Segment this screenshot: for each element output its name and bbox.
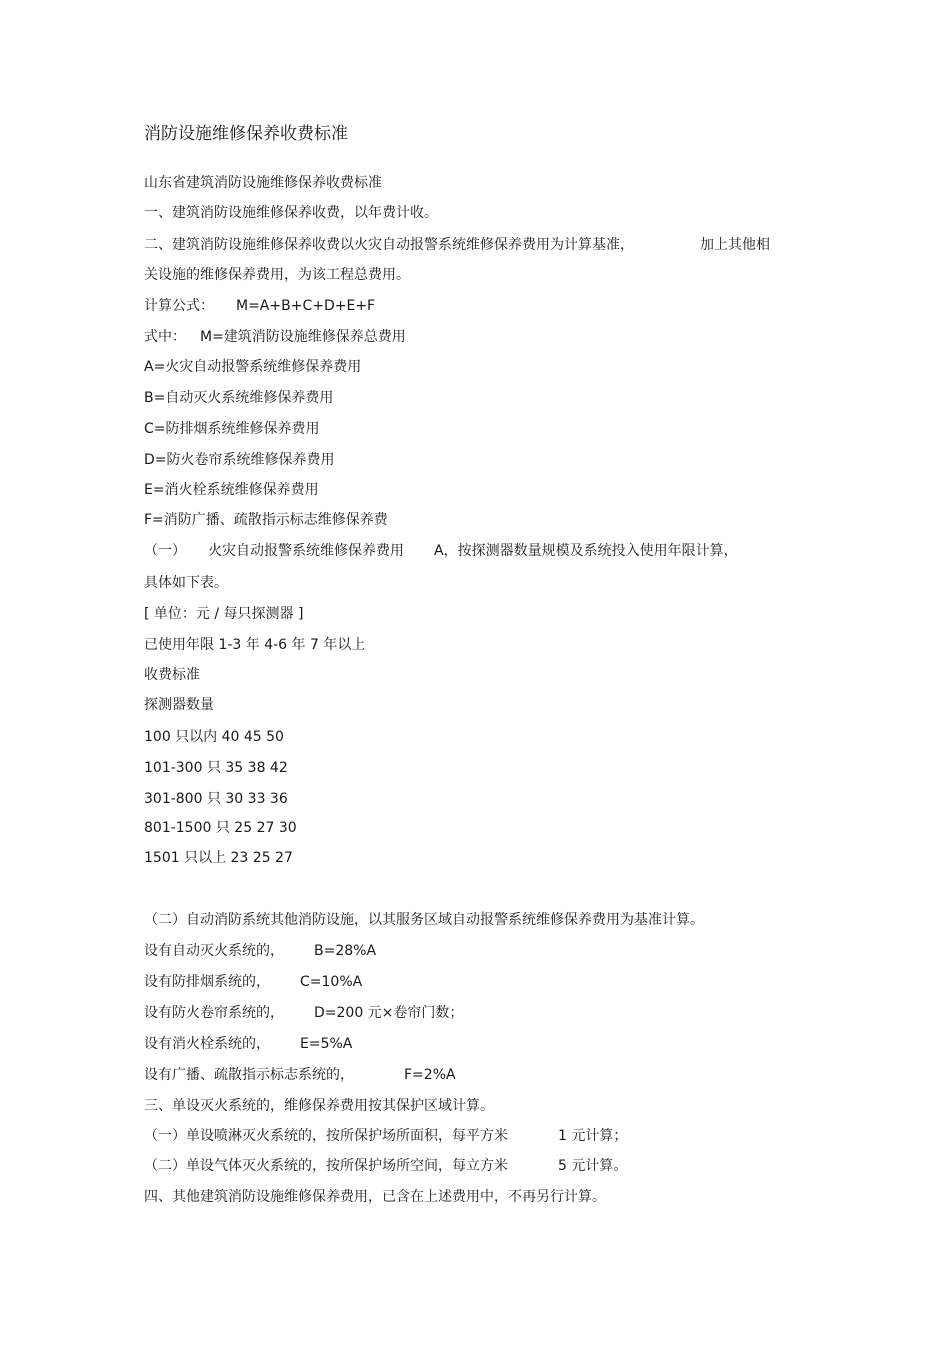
- rule-b-label: 设有自动灭火系统的，: [144, 943, 284, 959]
- section-1-cont: 具体如下表。: [144, 575, 228, 591]
- where-m: M=建筑消防设施维修保养总费用: [200, 329, 406, 345]
- definition-d: D=防火卷帘系统维修保养费用: [144, 452, 335, 468]
- rule-b-value: B=28%A: [314, 943, 377, 959]
- section-1-text: A，按探测器数量规模及系统投入使用年限计算，: [434, 543, 738, 559]
- rule-d: [144, 1003, 463, 1023]
- rule-f-label: 设有广播、疏散指示标志系统的，: [144, 1067, 354, 1083]
- subtitle: 山东省建筑消防设施维修保养收费标准: [144, 175, 382, 191]
- rule-e: [144, 1034, 352, 1054]
- rule-d-label: 设有防火卷帘系统的，: [144, 1005, 284, 1021]
- rule-c: [144, 972, 362, 992]
- item-2-continued: 加上其他相: [700, 237, 770, 253]
- definition-a: A=火灾自动报警系统维修保养费用: [144, 359, 362, 375]
- count-label: 探测器数量: [144, 697, 214, 713]
- unit-note: [ 单位：元 / 每只探测器 ]: [144, 606, 304, 622]
- where-label: 式中：: [144, 329, 186, 345]
- item-3-2-value: 5 元计算。: [558, 1158, 628, 1174]
- section-1-line: [144, 541, 738, 561]
- where-line: [144, 327, 406, 347]
- rule-e-value: E=5%A: [300, 1036, 353, 1052]
- item-3: 三、单设灭火系统的，维修保养费用按其保护区域计算。: [144, 1098, 494, 1114]
- rule-f: [144, 1065, 456, 1085]
- table-row: 101-300 只 35 38 42: [144, 760, 288, 776]
- formula: M=A+B+C+D+E+F: [236, 298, 376, 314]
- formula-line: [144, 296, 375, 316]
- item-2-line-1: [144, 235, 770, 255]
- item-3-2: [144, 1156, 627, 1176]
- item-3-1: [144, 1126, 627, 1146]
- definition-b: B=自动灭火系统维修保养费用: [144, 390, 334, 406]
- definition-f: F=消防广播、疏散指示标志维修保养费: [144, 512, 388, 528]
- item-2-line-2: 关设施的维修保养费用，为该工程总费用。: [144, 267, 410, 283]
- rule-f-value: F=2%A: [404, 1067, 456, 1083]
- rule-c-label: 设有防排烟系统的，: [144, 974, 270, 990]
- rule-c-value: C=10%A: [300, 974, 363, 990]
- table-row: 100 只以内 40 45 50: [144, 729, 284, 745]
- table-row: 301-800 只 30 33 36: [144, 791, 288, 807]
- fee-label: 收费标准: [144, 667, 200, 683]
- table-header: 已使用年限 1-3 年 4-6 年 7 年以上: [144, 637, 366, 653]
- table-row: 801-1500 只 25 27 30: [144, 820, 297, 836]
- document-title: 消防设施维修保养收费标准: [144, 124, 348, 144]
- section-2: （二）自动消防系统其他消防设施，以其服务区域自动报警系统维修保养费用为基准计算。: [144, 912, 704, 928]
- item-1: 一、建筑消防设施维修保养收费，以年费计收。: [144, 205, 438, 221]
- table-row: 1501 只以上 23 25 27: [144, 850, 293, 866]
- rule-b: [144, 941, 376, 961]
- definition-c: C=防排烟系统维修保养费用: [144, 421, 320, 437]
- item-3-2-text: （二）单设气体灭火系统的，按所保护场所空间，每立方米: [144, 1158, 508, 1174]
- definition-e: E=消火栓系统维修保养费用: [144, 482, 319, 498]
- item-4: 四、其他建筑消防设施维修保养费用，已含在上述费用中，不再另行计算。: [144, 1189, 606, 1205]
- rule-d-value: D=200 元×卷帘门数；: [314, 1005, 464, 1021]
- rule-e-label: 设有消火栓系统的，: [144, 1036, 270, 1052]
- section-1-title: 火灾自动报警系统维修保养费用: [208, 543, 404, 559]
- section-1-marker: （一）: [144, 543, 186, 559]
- formula-label: 计算公式：: [144, 298, 214, 314]
- item-2-text: 二、建筑消防设施维修保养收费以火灾自动报警系统维修保养费用为计算基准，: [144, 237, 634, 253]
- item-3-1-text: （一）单设喷淋灭火系统的，按所保护场所面积，每平方米: [144, 1128, 508, 1144]
- item-3-1-value: 1 元计算；: [558, 1128, 628, 1144]
